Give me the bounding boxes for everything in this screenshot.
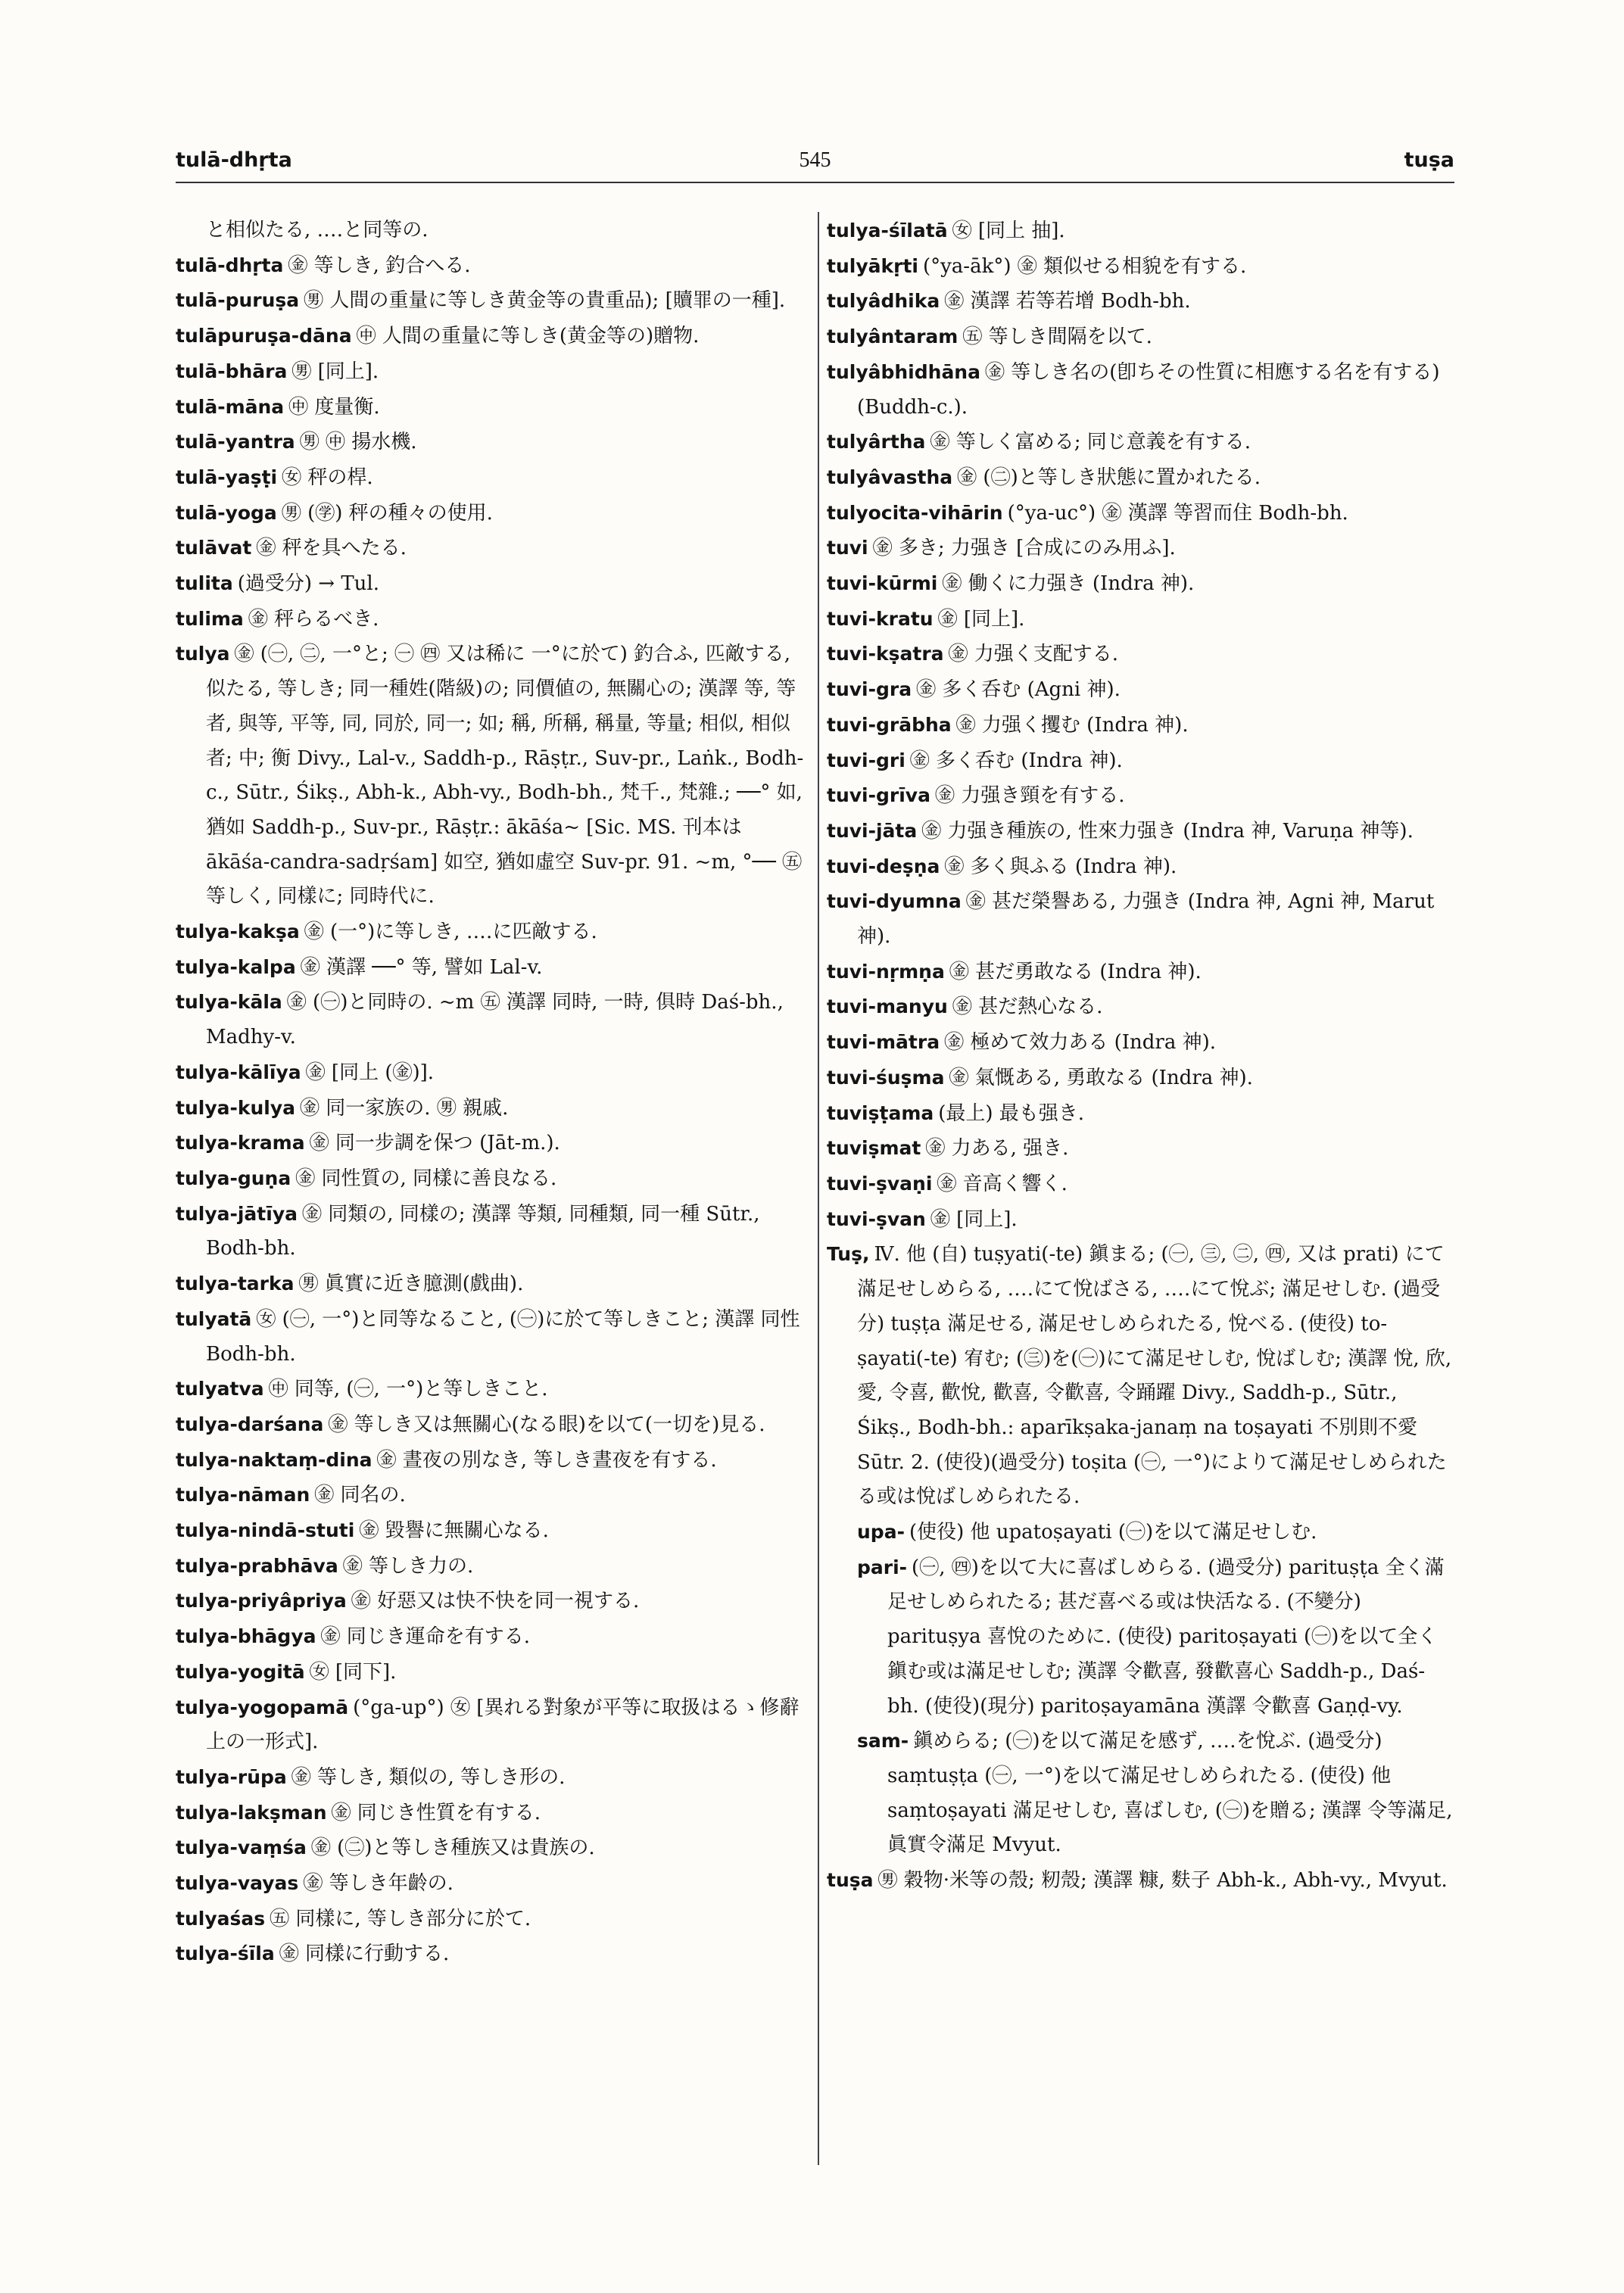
entry-headword: tulyaśas	[176, 1907, 266, 1930]
entry-headword: tuvi-jāta	[827, 819, 918, 842]
dictionary-entry	[827, 1237, 1454, 1515]
entry-definition: ㊎ 漢譯 ──° 等, 譬如 Lal-v.	[300, 955, 543, 979]
entry-definition: ㊥ 人間の重量に等しき(黄金等の)贈物.	[356, 325, 700, 348]
dictionary-entry	[827, 602, 1454, 637]
entry-definition: ㊎ 甚だ勇敢なる (Indra 神).	[949, 960, 1202, 983]
dictionary-entry	[827, 460, 1454, 496]
entry-headword: tulya-tarka	[176, 1273, 295, 1295]
entry-headword: tuvi-śuṣma	[827, 1066, 945, 1089]
dictionary-entry	[827, 496, 1454, 531]
entry-definition: ㊎ 働くに力强き (Indra 神).	[942, 572, 1195, 596]
entry-definition: ㊎ 秤らるべき.	[248, 607, 379, 631]
dictionary-entry	[176, 1161, 810, 1197]
entry-definition: ㊛ [同上 抽].	[952, 220, 1065, 242]
dictionary-entry	[827, 1167, 1454, 1202]
dictionary-entry	[176, 950, 810, 986]
header-right-headword: tuṣa	[1404, 148, 1454, 172]
entry-headword: tuvi-ṣvaṇi	[827, 1172, 933, 1195]
dictionary-entry	[827, 637, 1454, 672]
entry-headword: tulā-yoga	[176, 501, 277, 524]
dictionary-entry	[827, 1131, 1454, 1167]
dictionary-entry	[176, 1407, 810, 1443]
dictionary-entry	[827, 1202, 1454, 1238]
dictionary-entry	[827, 1515, 1454, 1550]
entry-headword: upa-	[857, 1521, 905, 1544]
column-divider	[818, 212, 819, 2165]
entry-headword: tulyâvastha	[827, 466, 953, 488]
entry-headword: tulā-dhṛta	[176, 254, 284, 276]
dictionary-entry	[176, 1091, 810, 1126]
dictionary-entry	[827, 708, 1454, 743]
entry-definition: ㊎ [同上].	[937, 607, 1025, 631]
entry-definition: ㊎ 力ある, 强き.	[925, 1137, 1069, 1161]
entry-definition: ㊎ 好惡又は快不快を同一視する.	[351, 1590, 640, 1613]
dictionary-entry	[827, 955, 1454, 990]
entry-definition: ㊚ (㊫) 秤の種々の使用.	[281, 501, 493, 525]
entry-definition: ㊎ (㊁)と等しき狀態に置かれたる.	[957, 466, 1261, 489]
entry-definition: ㊎ 同じき運命を有する.	[320, 1625, 531, 1649]
entry-definition: ㊎ [同上 (㊎)].	[305, 1061, 435, 1084]
entry-headword: tulya-prabhāva	[176, 1554, 338, 1577]
entry-headword: tulya	[176, 643, 230, 665]
entry-headword: tulya-kulya	[176, 1096, 296, 1119]
entry-definition: ㊚ 人間の重量に等しき黄金等の貴重品); [贖罪の一種].	[304, 289, 786, 313]
dictionary-entry	[176, 1478, 810, 1513]
dictionary-entry	[827, 849, 1454, 885]
dictionary-entry	[176, 319, 810, 354]
entry-headword: tuvi-gra	[827, 678, 912, 701]
entry-headword: tulā-yantra	[176, 431, 295, 453]
dictionary-entry	[176, 1197, 810, 1266]
dictionary-entry	[176, 283, 810, 319]
entry-definition: ㊎ 多く呑む (Indra 神).	[909, 749, 1123, 772]
dictionary-entry	[827, 1863, 1454, 1899]
entry-definition: ㊎ (㊀)と同時の. ~m ㊄ 漢譯 同時, 一時, 俱時 Daś-bh., Madhy-v.	[206, 991, 784, 1049]
dictionary-entry	[827, 814, 1454, 849]
entry-definition: ㊎ 氣慨ある, 勇敢なる (Indra 神).	[949, 1066, 1253, 1089]
entry-headword: tulā-puruṣa	[176, 289, 300, 312]
dictionary-entry	[176, 531, 810, 566]
entry-headword: tulya-śīla	[176, 1943, 275, 1965]
dictionary-entry	[827, 213, 1454, 249]
entry-definition: ㊥ 度量衡.	[288, 395, 380, 419]
dictionary-entry	[176, 1655, 810, 1690]
entry-definition: ㊎ 同樣に行動する.	[279, 1943, 450, 1966]
entry-headword: tulya-kālīya	[176, 1061, 301, 1083]
dictionary-entry	[176, 460, 810, 496]
dictionary-entry	[176, 637, 810, 914]
entry-definition: ㊎ (㊀, ㊁, 一°と; ㊀ ㊃ 又は稀に 一°に於て) 釣合ふ, 匹敵する, 似たる, 等しき; 同一種姓(階級)の; 同價値の, 無關心の; 漢譯 等, 等者, 與等, 平等, 同, 同於, 同一; 如; 稱, 所稱, 稱量, 等量; 相似, 相似者; 中; 衡 Divy., Lal-v., Saddh-p., Rāṣṭr., Suv-pr., Laṅk., Bodh-c., Sūtr., Śikṣ., Abh-k., Abh-vy., Bodh-bh., 梵千., 梵雜.; ──° 如, 猶如 Saddh-p., Suv-pr., Rāṣṭr.: ākāśa~ [Sic. MS. 刊本は ākāśa-candra-sadṛśam] 如空, 猶如虛空 Suv-pr. 91. ~m, °── ㊄ 等しく, 同樣に; 同時代に.	[206, 643, 804, 908]
dictionary-entry	[176, 1302, 810, 1372]
entry-headword: tuvi	[827, 537, 868, 559]
entry-headword: Tuṣ,	[827, 1243, 870, 1266]
dictionary-entry	[827, 1550, 1454, 1724]
dictionary-entry	[176, 1902, 810, 1937]
dictionary-entry	[827, 531, 1454, 566]
entry-headword: tulya-nindā-stuti	[176, 1519, 355, 1542]
dictionary-entry	[176, 1584, 810, 1619]
entry-definition: ㊎ 等しき又は無關心(なる眼)を以て(一切を)見る.	[328, 1413, 765, 1436]
entry-headword: tulā-yaṣṭi	[176, 466, 278, 488]
entry-definition: ㊎ 甚だ熱心なる.	[952, 995, 1103, 1019]
entry-headword: tulya-darśana	[176, 1413, 324, 1435]
entry-headword: tuvi-nṛmṇa	[827, 960, 945, 983]
entry-definition: ㊚ 穀物·米等の殼; 籾殼; 漢譯 糠, 麩子 Abh-k., Abh-vy., Mvyut.	[877, 1869, 1448, 1893]
entry-headword: tulya-kalpa	[176, 955, 296, 978]
entry-definition: ㊎ (一°)に等しき, ‥‥に匹敵する.	[304, 921, 597, 944]
entry-headword: tulya-lakṣman	[176, 1801, 327, 1824]
header-left-headword: tulā-dhṛta	[176, 148, 292, 172]
entry-definition: ㊎ 毀譽に無關心なる.	[359, 1519, 549, 1543]
dictionary-entry	[176, 1619, 810, 1655]
entry-headword: tulyârtha	[827, 431, 926, 453]
entry-headword: tulya-jātīya	[176, 1202, 298, 1225]
entry-headword: tuviṣṭama	[827, 1101, 934, 1124]
entry-definition: Ⅳ. 他 (自) tuṣyati(-te) 鎭まる; (㊀, ㊂, ㊁, ㊃, 又は prati) にて滿足せしめらる, ‥‥にて悅ばさる, ‥‥にて悅ぶ; 滿足せしむ. (過受分) tuṣṭa 滿足せる, 滿足せしめられたる, 悅べる. (使役) to-ṣayati(-te) 宥む; (㊂)を(㊀)にて滿足せしむ, 悅ばしむ; 漢譯 悅, 欣, 愛, 令喜, 歡悅, 歡喜, 令歡喜, 令踊躍 Divy., Saddh-p., Sūtr., Śikṣ., Bodh-bh.: aparīkṣaka-janaṃ na toṣayati 不別則不愛 Sūtr. 2. (使役)(過受分) toṣita (㊀, 一°)によりて滿足せしめられたる或は悅ばしめられたる.	[857, 1243, 1452, 1509]
entry-definition: ㊎ 同類の, 同樣の; 漢譯 等類, 同種類, 同一種 Sūtr., Bodh-bh.	[206, 1202, 760, 1260]
entry-headword: tulya-priyâpriya	[176, 1590, 347, 1612]
entry-definition: ㊎ [同上].	[930, 1207, 1018, 1231]
entry-headword: tulyākṛti	[827, 254, 918, 277]
dictionary-entry	[827, 1061, 1454, 1096]
entry-definition: ㊎ 同一步調を保つ (Jāt-m.).	[309, 1132, 560, 1155]
entry-headword: tulya-kāla	[176, 991, 282, 1014]
entry-headword: tulyatā	[176, 1307, 252, 1330]
entry-headword: tulya-śīlatā	[827, 220, 948, 241]
dictionary-entry	[827, 566, 1454, 602]
entry-definition: ㊎ 同性質の, 同樣に善良なる.	[295, 1167, 557, 1190]
dictionary-entry	[176, 1266, 810, 1302]
entry-definition: ㊛ [同下].	[309, 1660, 397, 1684]
dictionary-entry	[176, 213, 810, 248]
entry-definition: ㊚ ㊥ 揚水機.	[299, 431, 417, 454]
entry-headword: tuvi-dyumna	[827, 890, 962, 913]
entry-headword: tuvi-mātra	[827, 1031, 940, 1054]
dictionary-entry	[176, 1513, 810, 1549]
page-number: 545	[799, 148, 831, 172]
dictionary-entry	[827, 1096, 1454, 1132]
dictionary-entry	[827, 1724, 1454, 1863]
entry-definition: ㊎ 等しく富める; 同じ意義を有する.	[930, 431, 1251, 454]
dictionary-entry	[176, 354, 810, 390]
dictionary-entry	[827, 989, 1454, 1025]
dictionary-entry	[827, 743, 1454, 779]
dictionary-entry	[176, 914, 810, 950]
entry-headword: tulyatva	[176, 1378, 264, 1400]
dictionary-entry	[176, 1055, 810, 1091]
entry-headword: pari-	[857, 1556, 908, 1578]
dictionary-entry	[176, 1936, 810, 1972]
dictionary-entry	[827, 284, 1454, 319]
left-column	[176, 213, 810, 1972]
entry-headword: tulya-bhāgya	[176, 1625, 316, 1648]
entry-headword: tulya-yogopamā	[176, 1696, 349, 1718]
dictionary-entry	[176, 1372, 810, 1407]
dictionary-entry	[827, 249, 1454, 285]
dictionary-entry	[176, 1830, 810, 1866]
entry-headword: tulyâbhidhāna	[827, 360, 980, 383]
entry-definition: ㊄ 等しき間隔を以て.	[962, 326, 1152, 349]
entry-headword: tuvi-gri	[827, 749, 906, 771]
dictionary-entry	[176, 1690, 810, 1760]
dictionary-entry	[176, 425, 810, 460]
dictionary-entry	[176, 1760, 810, 1796]
entry-headword: tulyocita-vihārin	[827, 501, 1003, 524]
entry-headword: tuvi-kṣatra	[827, 643, 944, 665]
dictionary-entry	[827, 884, 1454, 954]
entry-definition: ㊄ 同樣に, 等しき部分に於て.	[270, 1907, 531, 1930]
entry-headword: tulyântaram	[827, 326, 959, 348]
entry-definition: ㊥ 同等, (㊀, 一°)と等しきこと.	[268, 1378, 548, 1401]
entry-definition: ㊛ (㊀, 一°)と同等なること, (㊀)に於て等しきこと; 漢譯 同性 Bodh-bh.	[206, 1307, 800, 1366]
entry-definition: ㊚ [同上].	[291, 360, 379, 383]
dictionary-entry	[176, 1126, 810, 1161]
entry-definition: ㊎ 等しき年齡の.	[303, 1872, 454, 1896]
entry-definition: ㊎ 力强く支配する.	[948, 643, 1119, 666]
entry-headword: tulya-rūpa	[176, 1765, 287, 1788]
dictionary-entry	[176, 496, 810, 531]
entry-definition: (最上) 最も强き.	[938, 1101, 1085, 1125]
dictionary-entry	[827, 1025, 1454, 1061]
entry-headword: tulya-kakṣa	[176, 921, 300, 943]
entry-headword: tulāpuruṣa-dāna	[176, 325, 352, 347]
entry-headword: tulyâdhika	[827, 290, 940, 313]
entry-definition: ㊎ 甚だ榮譽ある, 力强き (Indra 神, Agni 神, Marut 神).	[857, 890, 1435, 949]
entry-definition: (°ya-āk°) ㊎ 類似せる相貌を有する.	[922, 254, 1247, 278]
entry-headword: tulya-naktaṃ-dina	[176, 1448, 372, 1471]
dictionary-entry	[827, 355, 1454, 425]
entry-headword: tuvi-deṣṇa	[827, 855, 940, 877]
entry-headword: tulā-bhāra	[176, 360, 288, 382]
entry-definition: ㊎ 多き; 力强き [合成にのみ用ふ].	[872, 537, 1176, 560]
entry-headword: tuvi-ṣvan	[827, 1207, 926, 1230]
entry-headword: tuvi-grābha	[827, 713, 952, 736]
entry-definition: ㊎ 同名の.	[314, 1484, 406, 1507]
entry-definition: (°ya-uc°) ㊎ 漢譯 等習而住 Bodh-bh.	[1007, 501, 1348, 525]
entry-definition: ㊛ 秤の桿.	[282, 466, 373, 489]
dictionary-entry	[176, 1549, 810, 1584]
entry-headword: tulima	[176, 607, 244, 630]
entry-headword: tuvi-manyu	[827, 995, 948, 1018]
entry-definition: (過受分) → Tul.	[237, 572, 379, 596]
entry-definition: と相似たる, ‥‥と同等の.	[206, 219, 429, 241]
entry-definition: ㊎ 晝夜の別なき, 等しき晝夜を有する.	[376, 1448, 717, 1472]
entry-definition: (°ga-up°) ㊛ [異れる對象が平等に取扱はるゝ修辭上の一形式].	[206, 1696, 800, 1754]
dictionary-entry	[176, 985, 810, 1055]
dictionary-entry	[827, 672, 1454, 708]
entry-definition: (使役) 他 upatoṣayati (㊀)を以て滿足せしむ.	[909, 1521, 1317, 1544]
entry-headword: tuvi-kūrmi	[827, 572, 938, 595]
entry-headword: tuvi-grīva	[827, 784, 930, 807]
dictionary-entry	[176, 1443, 810, 1478]
dictionary-entry	[176, 1796, 810, 1831]
entry-definition: ㊎ 等しき力の.	[342, 1554, 474, 1578]
entry-definition: ㊎ 等しき名の(卽ちその性質に相應する名を有する) (Buddh-c.).	[857, 360, 1440, 419]
entry-definition: ㊎ 力强き種族の, 性來力强き (Indra 神, Varuṇa 神等).	[921, 819, 1414, 843]
dictionary-entry	[176, 602, 810, 637]
entry-definition: ㊎ 極めて效力ある (Indra 神).	[944, 1031, 1216, 1055]
right-column	[827, 213, 1454, 1899]
entry-definition: ㊎ (㊁)と等しき種族又は貴族の.	[310, 1837, 595, 1860]
entry-headword: tulita	[176, 572, 233, 595]
entry-headword: tulya-guṇa	[176, 1167, 291, 1189]
entry-headword: tuviṣmat	[827, 1137, 921, 1160]
entry-headword: tulya-krama	[176, 1132, 305, 1154]
dictionary-entry	[827, 425, 1454, 460]
dictionary-entry	[827, 319, 1454, 355]
dictionary-entry	[176, 566, 810, 602]
entry-definition: ㊎ 等しき, 釣合へる.	[288, 254, 471, 277]
entry-headword: tulya-yogitā	[176, 1660, 305, 1683]
page-header	[176, 148, 1454, 194]
entry-definition: ㊎ 多く呑む (Agni 神).	[916, 678, 1121, 702]
dictionary-entry	[176, 248, 810, 284]
entry-headword: tulā-māna	[176, 395, 285, 418]
entry-headword: tuvi-kratu	[827, 607, 934, 630]
entry-headword: sam-	[857, 1730, 909, 1752]
entry-definition: ㊎ 同一家族の. ㊚ 親戚.	[300, 1096, 509, 1120]
dictionary-entry	[176, 1866, 810, 1902]
entry-definition: (㊀, ㊃)を以て大に喜ばしめらる. (過受分) parituṣṭa 全く滿足せしめられたる; 甚だ喜べる或は快活なる. (不變分) parituṣya 喜悅のために. (使役) paritoṣayati (㊀)を以て全く鎭む或は滿足せしむ; 漢譯 令歡喜, 發歡喜心 Saddh-p., Daś-bh. (使役)(現分) paritoṣayamāna 漢譯 令歡喜 Gaṇḍ-vy.	[887, 1556, 1445, 1718]
dictionary-entry	[176, 390, 810, 425]
entry-headword: tulya-nāman	[176, 1484, 310, 1506]
entry-definition: ㊎ 音高く響く.	[937, 1172, 1068, 1195]
entry-headword: tuṣa	[827, 1869, 874, 1892]
entry-definition: ㊎ 等しき, 類似の, 等しき形の.	[291, 1765, 566, 1789]
entry-definition: ㊎ 多く與ふる (Indra 神).	[944, 855, 1177, 878]
entry-definition: ㊚ 眞實に近き臆測(戲曲).	[298, 1273, 524, 1296]
header-rule	[176, 182, 1454, 183]
entry-headword: tulya-vaṃśa	[176, 1837, 307, 1859]
entry-definition: ㊎ 秤を具へたる.	[256, 537, 407, 560]
entry-definition: 鎭めらる; (㊀)を以て滿足を感ず, ‥‥を悅ぶ. (過受分) saṃtuṣṭa (㊀, 一°)を以て滿足せしめられたる. (使役) 他 saṃtoṣayati 滿足せしむ, 喜ばしむ, (㊀)を贈る; 漢譯 令等滿足, 眞實令滿足 Mvyut.	[887, 1730, 1453, 1857]
entry-definition: ㊎ 同じき性質を有する.	[331, 1801, 541, 1824]
entry-headword: tulya-vayas	[176, 1872, 299, 1895]
entry-headword: tulāvat	[176, 537, 252, 559]
entry-definition: ㊎ 力强く攫む (Indra 神).	[955, 713, 1189, 737]
entry-definition: ㊎ 力强き頸を有する.	[934, 784, 1125, 808]
entry-definition: ㊎ 漢譯 若等若增 Bodh-bh.	[944, 290, 1191, 313]
dictionary-entry	[827, 778, 1454, 814]
